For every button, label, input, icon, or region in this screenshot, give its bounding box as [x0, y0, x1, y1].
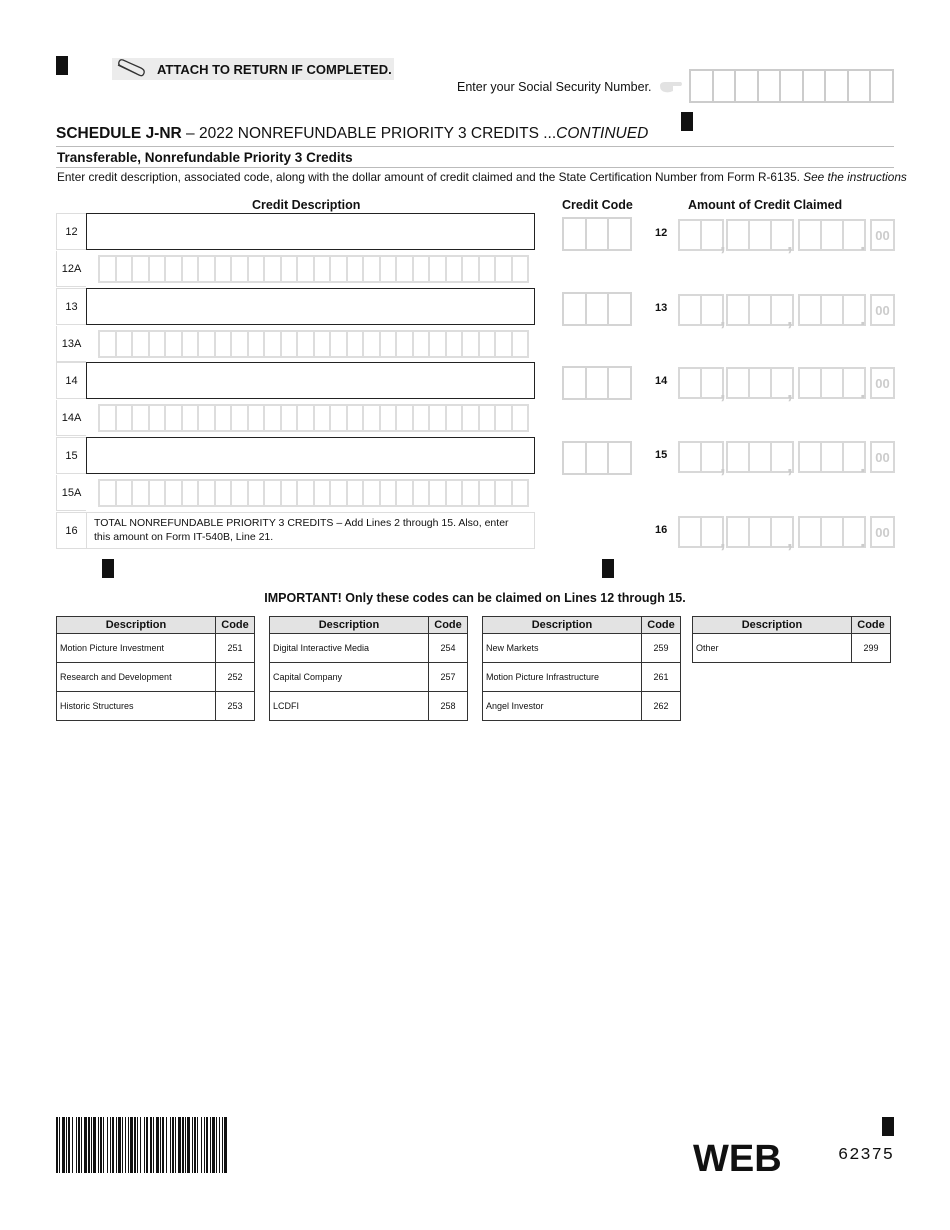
code-table-row: [483, 692, 681, 721]
cert-char-box[interactable]: [463, 332, 480, 356]
form-number: 62375: [838, 1146, 895, 1165]
cert-char-box[interactable]: [480, 406, 497, 430]
line-number: 12: [56, 213, 86, 250]
amount-digit-box[interactable]: [678, 441, 700, 473]
comma-separator: ,: [787, 455, 793, 477]
amount-digit-box[interactable]: [820, 516, 842, 548]
amount-line-number: 12: [655, 227, 668, 239]
instructions-see: See the instructions: [799, 170, 907, 184]
barcode: [56, 1117, 228, 1173]
credit-type-code: 259: [642, 634, 681, 663]
line-number: 16: [56, 512, 86, 549]
cert-char-box[interactable]: [133, 481, 150, 505]
cert-char-box[interactable]: [447, 406, 464, 430]
cert-char-box[interactable]: [232, 481, 249, 505]
cert-char-box[interactable]: [397, 406, 414, 430]
schedule-subtitle: – 2022 NONREFUNDABLE PRIORITY 3 CREDITS ...: [181, 125, 557, 142]
amount-digit-box[interactable]: [798, 516, 820, 548]
cert-char-box[interactable]: [447, 481, 464, 505]
cert-char-box[interactable]: [430, 481, 447, 505]
amount-line-number: 14: [655, 375, 668, 387]
cert-char-box[interactable]: [199, 481, 216, 505]
amount-input[interactable]: [678, 516, 893, 552]
cert-char-box[interactable]: [348, 257, 365, 281]
cert-char-box[interactable]: [364, 481, 381, 505]
ssn-digit-box[interactable]: [736, 71, 759, 101]
cert-char-box[interactable]: [397, 332, 414, 356]
cert-char-box[interactable]: [232, 406, 249, 430]
cert-char-box[interactable]: [117, 481, 134, 505]
cert-char-box[interactable]: [183, 257, 200, 281]
cents-box: 00: [870, 219, 895, 251]
ssn-digit-box[interactable]: [871, 71, 892, 101]
cert-char-box[interactable]: [480, 332, 497, 356]
attach-text: ATTACH TO RETURN IF COMPLETED.: [157, 61, 392, 77]
credit-type-code: 253: [216, 692, 255, 721]
credit-type-code: 254: [429, 634, 468, 663]
divider: [56, 167, 894, 168]
cert-char-box[interactable]: [166, 406, 183, 430]
code-table-row: [57, 634, 255, 663]
amount-digit-box[interactable]: [726, 441, 748, 473]
ssn-digit-box[interactable]: [826, 71, 849, 101]
cert-char-box[interactable]: [381, 406, 398, 430]
ssn-digit-box[interactable]: [714, 71, 737, 101]
barcode-bar: [224, 1117, 227, 1173]
credit-type-code: 257: [429, 663, 468, 692]
schedule-name: SCHEDULE J-NR: [56, 125, 182, 142]
cert-char-box[interactable]: [199, 406, 216, 430]
code-table-header-code: Code: [216, 617, 255, 634]
cert-char-box[interactable]: [216, 332, 233, 356]
cert-char-box[interactable]: [150, 481, 167, 505]
cert-char-box[interactable]: [232, 332, 249, 356]
cert-char-box[interactable]: [496, 332, 513, 356]
cert-char-box[interactable]: [183, 481, 200, 505]
cert-char-box[interactable]: [150, 332, 167, 356]
code-table-header-description: Description: [693, 617, 852, 634]
credit-type-code: 299: [852, 634, 891, 663]
decimal-point: .: [860, 381, 866, 403]
cert-char-box[interactable]: [463, 406, 480, 430]
decimal-point: .: [860, 308, 866, 330]
code-table-row: [483, 634, 681, 663]
state-certification-number-input[interactable]: [98, 255, 529, 283]
ssn-digit-box[interactable]: [804, 71, 827, 101]
cert-char-box[interactable]: [447, 332, 464, 356]
comma-separator: ,: [720, 233, 726, 255]
code-digit-box[interactable]: [609, 294, 630, 324]
cert-char-box[interactable]: [315, 481, 332, 505]
code-table: [56, 616, 255, 721]
code-table-header-description: Description: [483, 617, 642, 634]
credit-description-input[interactable]: [86, 362, 535, 399]
cert-char-box[interactable]: [216, 257, 233, 281]
cert-char-box[interactable]: [381, 257, 398, 281]
divider: [56, 146, 894, 147]
section-heading: Transferable, Nonrefundable Priority 3 Credits: [57, 150, 353, 165]
cert-char-box[interactable]: [100, 332, 117, 356]
cert-char-box[interactable]: [348, 481, 365, 505]
cert-char-box[interactable]: [183, 406, 200, 430]
cert-char-box[interactable]: [430, 332, 447, 356]
amount-digit-box[interactable]: [748, 219, 770, 251]
amount-line-number: 13: [655, 302, 668, 314]
cert-char-box[interactable]: [381, 481, 398, 505]
amount-input[interactable]: [678, 367, 893, 403]
cert-char-box[interactable]: [166, 332, 183, 356]
cert-char-box[interactable]: [513, 481, 528, 505]
cert-char-box[interactable]: [265, 481, 282, 505]
decimal-point: .: [860, 455, 866, 477]
cert-char-box[interactable]: [133, 257, 150, 281]
cert-char-box[interactable]: [216, 406, 233, 430]
cert-char-box[interactable]: [331, 257, 348, 281]
credit-type-description: Other: [693, 634, 852, 663]
cert-char-box[interactable]: [348, 332, 365, 356]
credit-type-description: Research and Development: [57, 663, 216, 692]
paperclip-icon: [115, 59, 147, 79]
cert-char-box[interactable]: [447, 257, 464, 281]
decimal-point: .: [860, 233, 866, 255]
code-digit-box[interactable]: [564, 443, 587, 473]
cert-char-box[interactable]: [513, 257, 528, 281]
amount-digit-box[interactable]: [798, 294, 820, 326]
instructions-text: Enter credit description, associated code, along with the dollar amount of credit claimed and the State Certification Number from Form R-6135.: [57, 170, 800, 184]
cert-char-box[interactable]: [282, 257, 299, 281]
ssn-label: Enter your Social Security Number.: [457, 80, 652, 94]
cents-box: 00: [870, 294, 895, 326]
column-header-amount: Amount of Credit Claimed: [688, 198, 843, 212]
code-table-row: [270, 663, 468, 692]
code-table-header-description: Description: [57, 617, 216, 634]
amount-digit-box[interactable]: [678, 367, 700, 399]
cert-char-box[interactable]: [463, 481, 480, 505]
state-certification-number-input[interactable]: [98, 330, 529, 358]
credit-code-input[interactable]: [562, 366, 632, 400]
credit-type-code: 258: [429, 692, 468, 721]
amount-digit-box[interactable]: [726, 294, 748, 326]
cert-char-box[interactable]: [249, 406, 266, 430]
code-table-header-description: Description: [270, 617, 429, 634]
cert-char-box[interactable]: [216, 481, 233, 505]
amount-digit-box[interactable]: [798, 219, 820, 251]
code-digit-box[interactable]: [564, 219, 587, 249]
state-certification-number-input[interactable]: [98, 479, 529, 507]
code-table-row: [270, 634, 468, 663]
code-digit-box[interactable]: [587, 219, 610, 249]
cert-char-box[interactable]: [381, 332, 398, 356]
comma-separator: ,: [787, 308, 793, 330]
code-digit-box[interactable]: [564, 368, 587, 398]
credit-type-description: Angel Investor: [483, 692, 642, 721]
credit-code-input[interactable]: [562, 217, 632, 251]
credit-type-description: LCDFI: [270, 692, 429, 721]
comma-separator: ,: [720, 455, 726, 477]
code-table: [692, 616, 891, 663]
cert-char-box[interactable]: [331, 481, 348, 505]
cert-char-box[interactable]: [249, 257, 266, 281]
certification-line-number: 13A: [56, 326, 86, 362]
code-table-header-code: Code: [852, 617, 891, 634]
registration-mark-mid: [602, 559, 614, 578]
cert-char-box[interactable]: [117, 332, 134, 356]
cert-char-box[interactable]: [496, 257, 513, 281]
cert-char-box[interactable]: [298, 406, 315, 430]
credit-type-description: New Markets: [483, 634, 642, 663]
cert-char-box[interactable]: [414, 332, 431, 356]
credit-description-input[interactable]: [86, 437, 535, 474]
registration-mark-title: [681, 112, 693, 131]
cert-char-box[interactable]: [364, 332, 381, 356]
amount-input[interactable]: [678, 441, 893, 477]
code-digit-box[interactable]: [587, 368, 610, 398]
continued-label: CONTINUED: [556, 125, 649, 142]
cents-box: 00: [870, 516, 895, 548]
cents-box: 00: [870, 441, 895, 473]
cert-char-box[interactable]: [232, 257, 249, 281]
line-number: 13: [56, 288, 86, 325]
cert-char-box[interactable]: [100, 481, 117, 505]
cert-char-box[interactable]: [364, 406, 381, 430]
amount-digit-box[interactable]: [678, 294, 700, 326]
registration-mark-bottom-right: [882, 1117, 894, 1136]
cert-char-box[interactable]: [199, 257, 216, 281]
cert-char-box[interactable]: [166, 481, 183, 505]
amount-line-number: 15: [655, 449, 668, 461]
amount-digit-box[interactable]: [798, 441, 820, 473]
cert-char-box[interactable]: [249, 481, 266, 505]
line-number: 14: [56, 362, 86, 399]
code-table-row: [483, 663, 681, 692]
cert-char-box[interactable]: [199, 332, 216, 356]
pointing-hand-icon: [659, 80, 683, 94]
cert-char-box[interactable]: [463, 257, 480, 281]
cert-char-box[interactable]: [150, 406, 167, 430]
amount-digit-box[interactable]: [820, 219, 842, 251]
amount-digit-box[interactable]: [798, 367, 820, 399]
cert-char-box[interactable]: [348, 406, 365, 430]
comma-separator: ,: [787, 381, 793, 403]
cert-char-box[interactable]: [315, 332, 332, 356]
amount-digit-box[interactable]: [726, 219, 748, 251]
comma-separator: ,: [787, 530, 793, 552]
decimal-point: .: [860, 530, 866, 552]
code-table-row: [57, 663, 255, 692]
cert-char-box[interactable]: [100, 257, 117, 281]
amount-digit-box[interactable]: [748, 441, 770, 473]
cert-char-box[interactable]: [117, 406, 134, 430]
amount-digit-box[interactable]: [748, 516, 770, 548]
code-table-row: [270, 692, 468, 721]
code-digit-box[interactable]: [564, 294, 587, 324]
cert-char-box[interactable]: [100, 406, 117, 430]
cert-char-box[interactable]: [331, 332, 348, 356]
comma-separator: ,: [720, 530, 726, 552]
amount-digit-box[interactable]: [748, 367, 770, 399]
code-table-header-code: Code: [642, 617, 681, 634]
cert-char-box[interactable]: [150, 257, 167, 281]
code-digit-box[interactable]: [609, 368, 630, 398]
amount-input[interactable]: [678, 219, 893, 255]
cert-char-box[interactable]: [298, 332, 315, 356]
amount-input[interactable]: [678, 294, 893, 330]
code-table-header-code: Code: [429, 617, 468, 634]
certification-line-number: 14A: [56, 400, 86, 436]
cert-char-box[interactable]: [315, 257, 332, 281]
cents-box: 00: [870, 367, 895, 399]
cert-char-box[interactable]: [265, 406, 282, 430]
state-certification-number-input[interactable]: [98, 404, 529, 432]
certification-line-number: 15A: [56, 475, 86, 511]
cert-char-box[interactable]: [414, 406, 431, 430]
ssn-digit-box[interactable]: [781, 71, 804, 101]
cert-char-box[interactable]: [265, 257, 282, 281]
cert-char-box[interactable]: [397, 257, 414, 281]
amount-digit-box[interactable]: [678, 219, 700, 251]
code-digit-box[interactable]: [587, 443, 610, 473]
amount-digit-box[interactable]: [748, 294, 770, 326]
total-line-text: TOTAL NONREFUNDABLE PRIORITY 3 CREDITS – Add Lines 2 through 15. Also, enter this amount on Form IT-540B, Line 21.: [86, 512, 535, 549]
credit-type-code: 252: [216, 663, 255, 692]
cert-char-box[interactable]: [414, 257, 431, 281]
cert-char-box[interactable]: [133, 332, 150, 356]
cert-char-box[interactable]: [480, 481, 497, 505]
credit-type-description: Digital Interactive Media: [270, 634, 429, 663]
cert-char-box[interactable]: [513, 332, 528, 356]
registration-mark-left: [102, 559, 114, 578]
code-digit-box[interactable]: [587, 294, 610, 324]
cert-char-box[interactable]: [298, 257, 315, 281]
cert-char-box[interactable]: [496, 406, 513, 430]
cert-char-box[interactable]: [265, 332, 282, 356]
cert-char-box[interactable]: [133, 406, 150, 430]
credit-code-input[interactable]: [562, 292, 632, 326]
cert-char-box[interactable]: [397, 481, 414, 505]
amount-digit-box[interactable]: [678, 516, 700, 548]
credit-code-input[interactable]: [562, 441, 632, 475]
certification-line-number: 12A: [56, 251, 86, 287]
cert-char-box[interactable]: [414, 481, 431, 505]
web-label: WEB: [693, 1138, 782, 1180]
credit-type-code: 261: [642, 663, 681, 692]
cert-char-box[interactable]: [496, 481, 513, 505]
cert-char-box[interactable]: [183, 332, 200, 356]
comma-separator: ,: [720, 308, 726, 330]
column-header-code: Credit Code: [562, 198, 633, 212]
code-table-row: [693, 634, 891, 663]
cert-char-box[interactable]: [331, 406, 348, 430]
amount-digit-box[interactable]: [820, 367, 842, 399]
attach-banner: [112, 58, 394, 80]
amount-digit-box[interactable]: [820, 441, 842, 473]
ssn-digit-box[interactable]: [691, 71, 714, 101]
amount-digit-box[interactable]: [820, 294, 842, 326]
cert-char-box[interactable]: [364, 257, 381, 281]
amount-digit-box[interactable]: [726, 367, 748, 399]
credit-type-code: 262: [642, 692, 681, 721]
cert-char-box[interactable]: [315, 406, 332, 430]
cert-char-box[interactable]: [166, 257, 183, 281]
cert-char-box[interactable]: [513, 406, 528, 430]
section-instructions: [57, 170, 907, 184]
code-digit-box[interactable]: [609, 443, 630, 473]
credit-type-description: Capital Company: [270, 663, 429, 692]
cert-char-box[interactable]: [430, 257, 447, 281]
ssn-digit-box[interactable]: [849, 71, 872, 101]
cert-char-box[interactable]: [480, 257, 497, 281]
cert-char-box[interactable]: [430, 406, 447, 430]
code-table: [482, 616, 681, 721]
cert-char-box[interactable]: [282, 332, 299, 356]
code-table-row: [57, 692, 255, 721]
amount-digit-box[interactable]: [726, 516, 748, 548]
comma-separator: ,: [787, 233, 793, 255]
cert-char-box[interactable]: [249, 332, 266, 356]
line-number: 15: [56, 437, 86, 474]
cert-char-box[interactable]: [117, 257, 134, 281]
registration-mark-top-left: [56, 56, 68, 75]
credit-type-description: Motion Picture Infrastructure: [483, 663, 642, 692]
important-note: IMPORTANT! Only these codes can be claimed on Lines 12 through 15.: [264, 591, 686, 605]
cert-char-box[interactable]: [282, 406, 299, 430]
comma-separator: ,: [720, 381, 726, 403]
ssn-digit-box[interactable]: [759, 71, 782, 101]
code-table: [269, 616, 468, 721]
column-header-description: Credit Description: [252, 198, 361, 212]
code-digit-box[interactable]: [609, 219, 630, 249]
schedule-title: [56, 125, 648, 143]
credit-type-code: 251: [216, 634, 255, 663]
credit-description-input[interactable]: [86, 213, 535, 250]
credit-description-input[interactable]: [86, 288, 535, 325]
credit-type-description: Motion Picture Investment: [57, 634, 216, 663]
ssn-input[interactable]: [689, 69, 894, 103]
amount-line-number: 16: [655, 524, 668, 536]
credit-type-description: Historic Structures: [57, 692, 216, 721]
cert-char-box[interactable]: [298, 481, 315, 505]
cert-char-box[interactable]: [282, 481, 299, 505]
